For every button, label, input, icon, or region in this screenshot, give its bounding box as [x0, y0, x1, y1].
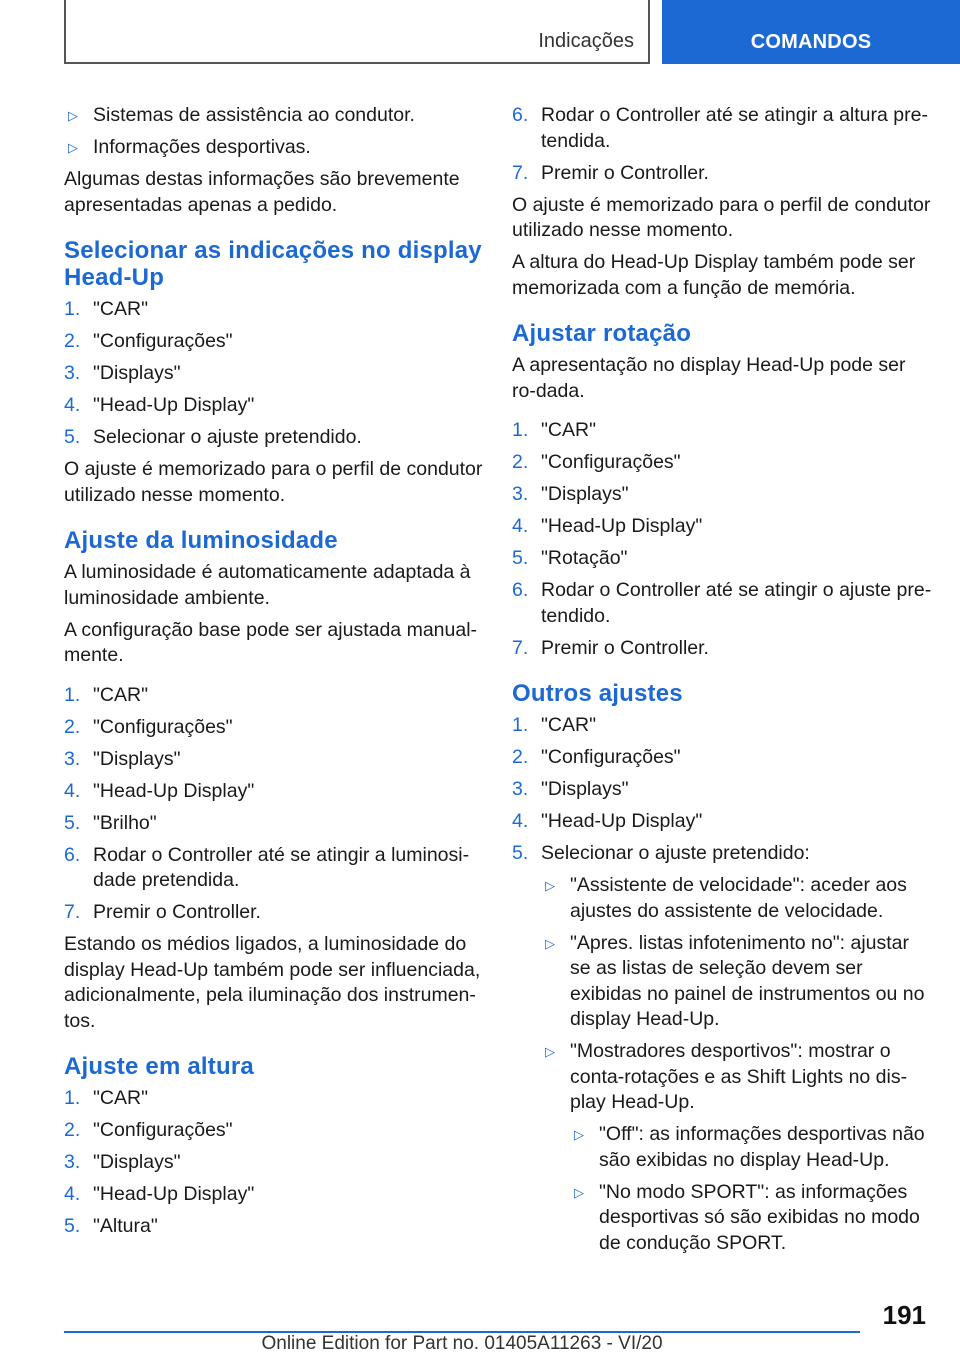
list-item: 7. Premir o Controller.	[512, 161, 709, 184]
list-item: 1. "CAR"	[512, 419, 597, 441]
triangle-right-icon: ▷	[545, 878, 555, 893]
chapter-title: COMANDOS	[750, 31, 872, 53]
note-text: O ajuste é memorizado para o perfil de condutor utilizado nesse momento.	[512, 193, 931, 241]
list-item: ▷ "Off": as informações desportivas não são exibidas no display Head-Up.	[570, 1122, 932, 1173]
list-item: 4. "Head-Up Display"	[512, 810, 703, 832]
list-item: 4. "Head-Up Display"	[512, 515, 703, 537]
left-column	[64, 103, 484, 1246]
section-heading: Ajuste da luminosidade	[64, 527, 338, 554]
list-item: 3. "Displays"	[64, 362, 181, 384]
chapter-tab	[662, 0, 960, 64]
note-text: O ajuste é memorizado para o perfil de condutor utilizado nesse momento.	[64, 458, 483, 506]
section-heading: Ajustar rotação	[512, 320, 692, 347]
list-item: 6. Rodar o Controller até se atingir a altura pre‐tendida.	[512, 104, 928, 152]
triangle-right-icon: ▷	[574, 1127, 584, 1142]
list-item: 3. "Displays"	[64, 1151, 181, 1173]
list-item: 1. "CAR"	[64, 1087, 149, 1109]
section-tab	[64, 0, 650, 64]
list-item: ▷ Sistemas de assistência ao condutor.	[64, 103, 484, 129]
section-title: Indicações	[538, 30, 634, 52]
body-text: A configuração base pode ser ajustada manual‐mente.	[64, 618, 478, 666]
list-item: 4. "Head-Up Display"	[64, 779, 255, 802]
list-item: 2. "Configurações"	[64, 330, 233, 352]
body-text: A luminosidade é automaticamente adaptada à luminosidade ambiente.	[64, 561, 471, 609]
list-item: 5. "Brilho"	[64, 811, 157, 834]
list-item: 2. "Configurações"	[64, 715, 233, 738]
list-item: 5. "Rotação"	[512, 547, 628, 569]
list-item: 6. Rodar o Controller até se atingir o ajuste pre‐tendido.	[512, 579, 932, 627]
body-text: A apresentação no display Head-Up pode ser ro‐dada.	[512, 354, 906, 402]
intro-text: Algumas destas informações são brevemente apresentadas apenas a pedido.	[64, 168, 460, 216]
list-item: ▷ "No modo SPORT": as informações desportivas só são exibidas no modo de condução SPORT.	[570, 1180, 932, 1257]
right-column	[512, 103, 932, 1263]
triangle-right-icon: ▷	[545, 1044, 555, 1059]
section-heading: Selecionar as indicações no display Head-Up	[64, 237, 482, 291]
triangle-right-icon: ▷	[68, 140, 78, 155]
list-item: 3. "Displays"	[512, 778, 629, 800]
list-item: 7. Premir o Controller.	[512, 636, 709, 659]
footer-text: Online Edition for Part no. 01405A11263 - VI/20	[261, 1333, 663, 1354]
section-heading: Outros ajustes	[512, 680, 683, 707]
list-item: 5. Selecionar o ajuste pretendido.	[64, 426, 362, 448]
triangle-right-icon: ▷	[545, 935, 555, 951]
list-item: 2. "Configurações"	[64, 1119, 233, 1141]
list-item: 3. "Displays"	[64, 747, 181, 770]
section-heading: Ajuste em altura	[64, 1053, 254, 1080]
note-text: Estando os médios ligados, a luminosidade do display Head-Up também pode ser influenciada, adicionalmente, pela iluminação dos instrumen‐tos.	[64, 933, 481, 1032]
page-header	[0, 0, 960, 66]
list-item: ▷ "Assistente de velocidade": aceder aos ajustes do assistente de velocidade.	[541, 873, 932, 924]
triangle-right-icon: ▷	[574, 1184, 584, 1200]
list-item: 7. Premir o Controller.	[64, 901, 261, 923]
page-number: 191	[882, 1300, 926, 1330]
list-item: 4. "Head-Up Display"	[64, 394, 255, 416]
list-item: 5. "Altura"	[64, 1215, 158, 1237]
list-item: 1. "CAR"	[64, 298, 149, 320]
list-item: ▷ "Apres. listas infotenimento no": ajustar se as listas de seleção devem ser exibidas no painel de instrumentos ou no display Head-Up.	[541, 931, 932, 1033]
list-item: ▷ "Mostradores desportivos": mostrar o conta-rotações e as Shift Lights no dis‐play Head-Up.	[541, 1039, 932, 1116]
note-text: A altura do Head-Up Display também pode ser memorizada com a função de memória.	[512, 251, 916, 299]
list-item: 3. "Displays"	[512, 483, 629, 505]
list-item: 5. Selecionar o ajuste pretendido:	[512, 842, 810, 864]
list-item: 4. "Head-Up Display"	[64, 1183, 255, 1205]
list-item: 2. "Configurações"	[512, 451, 681, 473]
list-item: 2. "Configurações"	[512, 746, 681, 768]
list-item: 6. Rodar o Controller até se atingir a luminosi‐dade pretendida.	[64, 843, 470, 891]
list-item: 1. "CAR"	[512, 714, 597, 736]
list-item: 1. "CAR"	[64, 683, 149, 706]
list-item: ▷ Informações desportivas.	[64, 135, 484, 161]
triangle-right-icon: ▷	[68, 108, 78, 123]
